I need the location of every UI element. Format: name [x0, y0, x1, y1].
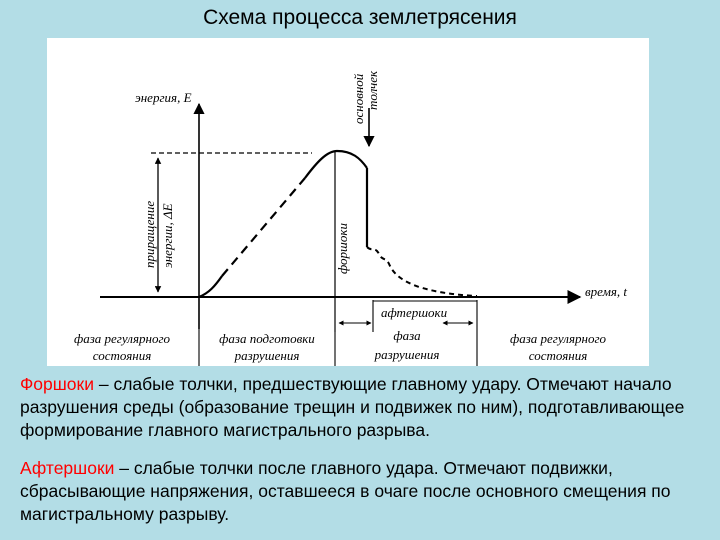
- phase-regular-1-line1: фаза регулярного: [73, 331, 171, 346]
- phase-destruction-line2: разрушения: [374, 347, 440, 362]
- foreshocks-note: [20, 373, 710, 442]
- aftershocks-term: Афтершоки: [20, 458, 115, 478]
- x-axis-label: время, t: [585, 284, 628, 299]
- energy-peak-curve: [305, 151, 367, 178]
- slide-title: Схема процесса землетрясения: [203, 6, 517, 29]
- foreshocks-label: форшоки: [335, 223, 350, 274]
- phase-preparation-line1: фаза подготовки: [219, 331, 315, 346]
- foreshocks-description: – слабые толчки, предшествующие главному удару. Отмечают начало разрушения среды (образование трещин и подвижек по ним), подготавливающее формирование главного магистрального разрыва.: [20, 374, 685, 440]
- energy-rise-dashed: [222, 178, 305, 276]
- aftershocks-description: – слабые толчки после главного удара. Отмечают подвижки, сбрасывающие напряжения, оставшееся в очаге после основного смещения по магистральному разрыву.: [20, 458, 671, 524]
- y-axis-label: энергия, E: [135, 90, 192, 105]
- main-shock-label-line2: толчек: [365, 70, 380, 110]
- foreshocks-term: Форшоки: [20, 374, 94, 394]
- earthquake-process-diagram: [47, 38, 649, 366]
- aftershock-decay-dashed: [367, 247, 477, 296]
- phase-regular-2-line1: фаза регулярного: [509, 331, 607, 346]
- phase-regular-2-line2: состояния: [528, 348, 588, 363]
- aftershocks-note: [20, 457, 710, 526]
- energy-rise-start: [199, 276, 222, 297]
- phase-destruction-line1: фаза: [393, 328, 421, 343]
- aftershocks-label: афтершоки: [381, 305, 448, 320]
- increment-label-line1: приращение: [142, 200, 157, 268]
- main-shock-label-line1: основной: [351, 73, 366, 124]
- phase-regular-1-line2: состояния: [92, 348, 152, 363]
- increment-label-line2: энергии, ΔE: [160, 203, 175, 268]
- phase-preparation-line2: разрушения: [234, 348, 300, 363]
